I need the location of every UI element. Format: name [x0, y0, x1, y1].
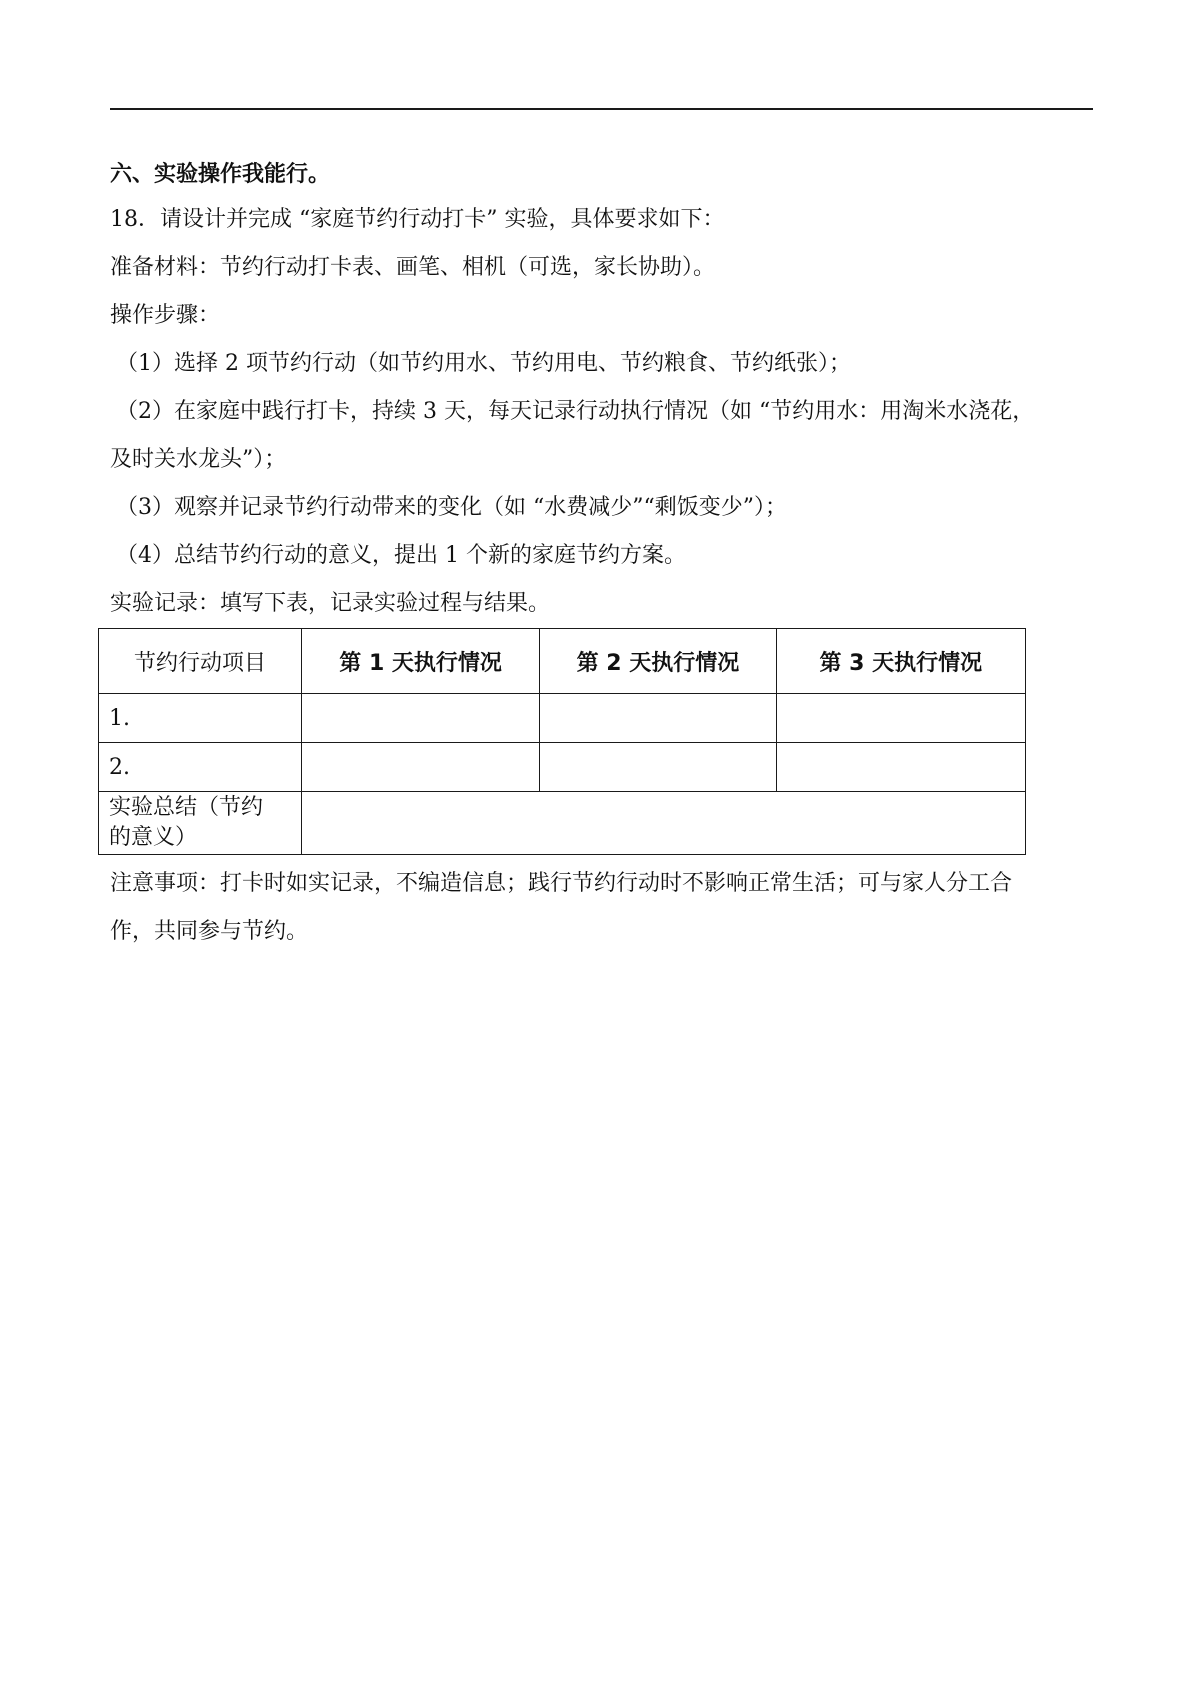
header-day-2: 第 2 天执行情况 — [540, 629, 776, 694]
table-header-row — [99, 629, 1026, 694]
summary-label-line-1: 实验总结（节约 — [109, 795, 264, 820]
notes-block — [110, 860, 1100, 956]
notes-line-1: 注意事项：打卡时如实记录，不编造信息；践行节约行动时不影响正常生活；可与家人分工合 — [110, 871, 1013, 896]
row-label: 2. — [99, 743, 302, 792]
table-cell-blank[interactable] — [776, 743, 1025, 792]
table-cell-blank[interactable] — [540, 743, 776, 792]
summary-row — [99, 792, 1026, 855]
table-row — [99, 694, 1026, 743]
summary-label-line-2: 的意义） — [109, 825, 198, 850]
step-2-continued: 及时关水龙头”）； — [110, 447, 287, 472]
step-1: （1）选择 2 项节约行动（如节约用水、节约用电、节约粮食、节约纸张）； — [116, 351, 851, 376]
step-4: （4）总结节约行动的意义，提出 1 个新的家庭节约方案。 — [116, 543, 686, 568]
table-cell-blank[interactable] — [540, 694, 776, 743]
record-table — [98, 628, 1026, 855]
table-row — [99, 743, 1026, 792]
question-block — [110, 150, 1100, 628]
summary-cell-blank[interactable] — [301, 792, 1025, 855]
header-rule — [110, 108, 1093, 110]
steps-label: 操作步骤： — [110, 303, 221, 328]
table-cell-blank[interactable] — [301, 694, 539, 743]
materials-text: 准备材料：节约行动打卡表、画笔、相机（可选，家长协助）。 — [110, 255, 716, 280]
table-cell-blank[interactable] — [301, 743, 539, 792]
table-cell-blank[interactable] — [776, 694, 1025, 743]
section-heading: 六、实验操作我能行。 — [110, 161, 331, 187]
question-text: 18．请设计并完成 “家庭节约行动打卡” 实验，具体要求如下： — [110, 207, 725, 232]
summary-label — [99, 792, 302, 855]
header-day-3: 第 3 天执行情况 — [776, 629, 1025, 694]
step-2: （2）在家庭中践行打卡，持续 3 天，每天记录行动执行情况（如 “节约用水：用淘米水浇花， — [116, 399, 1035, 424]
header-day-1: 第 1 天执行情况 — [301, 629, 539, 694]
row-label: 1. — [99, 694, 302, 743]
record-intro: 实验记录：填写下表，记录实验过程与结果。 — [110, 591, 551, 616]
step-3: （3）观察并记录节约行动带来的变化（如 “水费减少”“剩饭变少”）； — [116, 495, 787, 520]
notes-line-2: 作，共同参与节约。 — [110, 919, 309, 944]
header-action-item: 节约行动项目 — [99, 629, 302, 694]
